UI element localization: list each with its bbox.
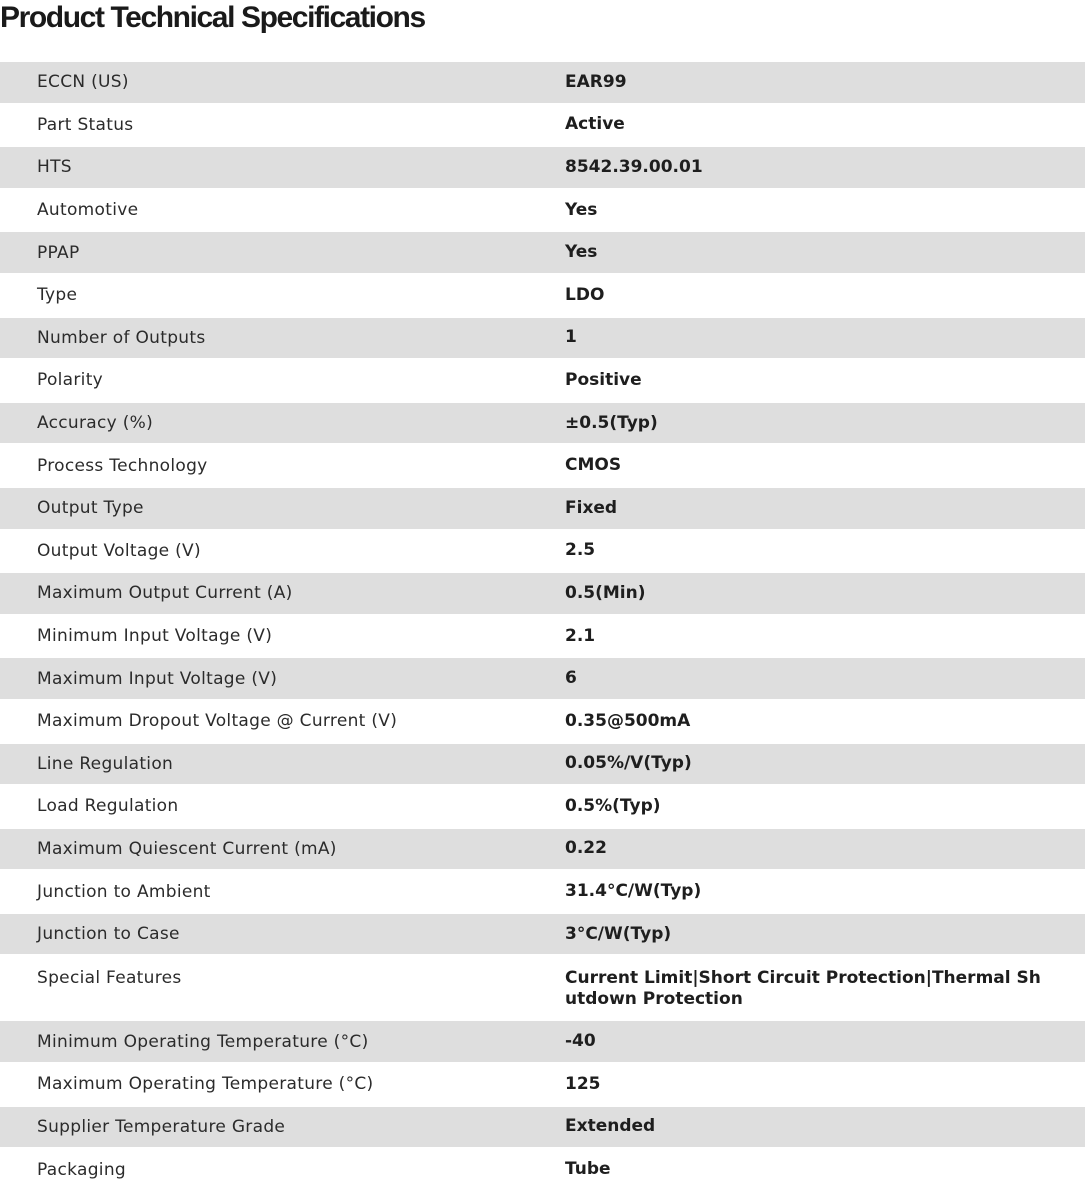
table-row [0, 1147, 1085, 1190]
spec-value: 3°C/W(Typ) [565, 923, 672, 944]
spec-label: Maximum Quiescent Current (mA) [37, 838, 337, 859]
table-row [0, 188, 1085, 231]
spec-label: Polarity [37, 370, 104, 391]
spec-label: Packaging [37, 1159, 126, 1180]
table-row [0, 784, 1085, 827]
spec-value: Yes [565, 242, 598, 263]
spec-value: 0.35@500mA [565, 710, 691, 731]
spec-label: Minimum Operating Temperature (°C) [37, 1031, 369, 1052]
table-row [0, 273, 1085, 316]
spec-value: 125 [565, 1073, 601, 1094]
table-row [0, 827, 1085, 870]
table-row [0, 358, 1085, 401]
table-row [0, 145, 1085, 188]
spec-label: Process Technology [37, 455, 208, 476]
table-row [0, 656, 1085, 699]
spec-label: Supplier Temperature Grade [37, 1116, 286, 1137]
table-row [0, 1062, 1085, 1105]
table-row [0, 1019, 1085, 1062]
table-row [0, 571, 1085, 614]
table-row [0, 912, 1085, 955]
table-row [0, 614, 1085, 657]
spec-value: 6 [565, 668, 577, 689]
spec-value: 31.4°C/W(Typ) [565, 881, 702, 902]
spec-label: Line Regulation [37, 753, 174, 774]
spec-label: Type [37, 285, 78, 306]
spec-label: Part Status [37, 114, 134, 135]
spec-value: 8542.39.00.01 [565, 156, 703, 177]
table-row [0, 443, 1085, 486]
table-row [0, 954, 1085, 1019]
spec-value: 0.05%/V(Typ) [565, 753, 692, 774]
table-row [0, 1105, 1085, 1148]
spec-value: Fixed [565, 497, 618, 518]
table-row [0, 401, 1085, 444]
spec-label: Maximum Dropout Voltage @ Current (V) [37, 711, 398, 732]
spec-label: Minimum Input Voltage (V) [37, 626, 273, 647]
spec-value: 2.1 [565, 625, 596, 646]
spec-label: Maximum Output Current (A) [37, 583, 293, 604]
table-row [0, 486, 1085, 529]
spec-value: Yes [565, 199, 598, 220]
spec-value: Tube [565, 1159, 611, 1180]
spec-value: Extended [565, 1116, 656, 1137]
spec-value: EAR99 [565, 71, 627, 92]
spec-label: Maximum Input Voltage (V) [37, 668, 278, 689]
spec-label: Output Type [37, 498, 144, 519]
spec-value: -40 [565, 1031, 596, 1052]
spec-label: Junction to Ambient [37, 881, 211, 902]
spec-label: ECCN (US) [37, 72, 129, 93]
spec-value: 2.5 [565, 540, 596, 561]
table-row [0, 869, 1085, 912]
table-row [0, 316, 1085, 359]
spec-value: 1 [565, 327, 577, 348]
spec-label: HTS [37, 157, 72, 178]
spec-value: Current Limit|Short Circuit Protection|Thermal Shutdown Protection [565, 968, 1041, 1010]
spec-value: 0.5(Min) [565, 582, 646, 603]
spec-value: CMOS [565, 455, 622, 476]
spec-label: Output Voltage (V) [37, 540, 201, 561]
table-row [0, 742, 1085, 785]
spec-value: Positive [565, 369, 642, 390]
spec-label: Junction to Case [37, 924, 180, 945]
spec-value: 0.22 [565, 838, 607, 859]
table-row [0, 230, 1085, 273]
spec-label: Load Regulation [37, 796, 179, 817]
spec-label: Special Features [37, 968, 182, 989]
spec-label: PPAP [37, 242, 80, 263]
table-row [0, 529, 1085, 572]
spec-label: Automotive [37, 200, 139, 221]
spec-value: 0.5%(Typ) [565, 795, 661, 816]
spec-label: Number of Outputs [37, 327, 206, 348]
table-row [0, 699, 1085, 742]
table-row [0, 103, 1085, 146]
spec-value: LDO [565, 284, 605, 305]
page-title: Product Technical Specifications [0, 1, 425, 34]
table-row [0, 60, 1085, 103]
spec-label: Accuracy (%) [37, 413, 154, 434]
spec-value: ±0.5(Typ) [565, 412, 658, 433]
spec-label: Maximum Operating Temperature (°C) [37, 1074, 374, 1095]
spec-table [0, 60, 1085, 1190]
spec-value: Active [565, 114, 625, 135]
